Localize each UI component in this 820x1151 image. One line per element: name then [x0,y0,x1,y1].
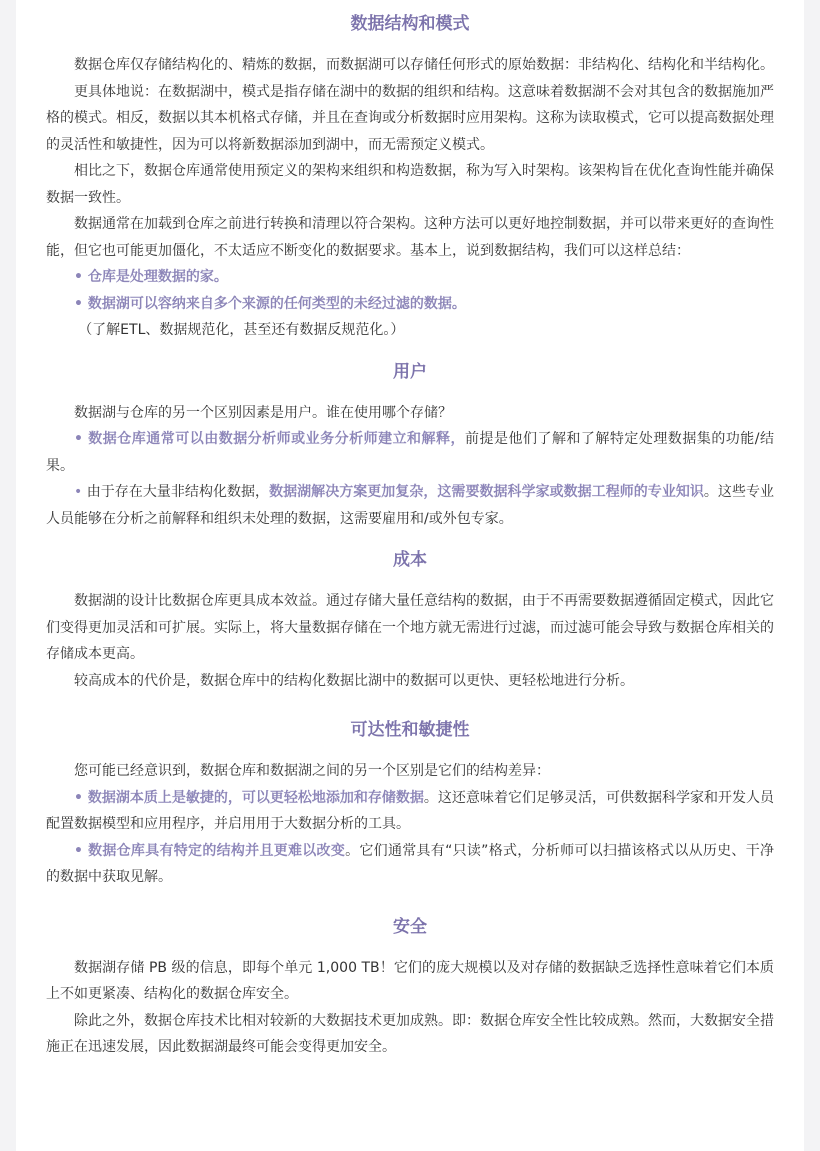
paragraph: 数据湖存储 PB 级的信息，即每个单元 1,000 TB！它们的庞大规模以及对存储的数据缺乏选择性意味着它们本质上不如更紧凑、结构化的数据仓库安全。 [46,959,774,1002]
paragraph: 数据仓库仅存储结构化的、精炼的数据，而数据湖可以存储任何形式的原始数据：非结构化、结构化和半结构化。 [74,57,774,73]
bullet-item: • 仓库是处理数据的家。 [74,269,228,285]
paragraph: 较高成本的代价是，数据仓库中的结构化数据比湖中的数据可以更快、更轻松地进行分析。 [74,672,634,689]
section-title-data-structure: 数据结构和模式 [350,14,470,34]
article [16,0,804,1151]
note: （了解ETL、数据规范化，甚至还有数据反规范化。） [78,322,405,338]
bullet-dot: • [74,484,83,500]
section-title-security: 安全 [393,916,427,937]
paragraph: 相比之下，数据仓库通常使用预定义的架构来组织和构造数据，称为写入时架构。该架构旨在优化查询性能并确保数据一致性。 [46,163,774,206]
bullet-text: 。它们通常具有“只读”格式，分析师可以扫描该格式以从历史、干净的数据中获取见解。 [46,842,774,885]
bullet-text: 前提是他们了解和了解特定处理数据集的功能/结果。 [46,431,774,474]
bullet-item [46,479,774,532]
paragraph: 更具体地说：在数据湖中，模式是指存储在湖中的数据的组织和结构。这意味着数据湖不会对其包含的数据施加严格的模式。相反，数据以其本机格式存储，并且在查询或分析数据时应用架构。这称为读取模式，它可以提高数据处理的灵活性和敏捷性，因为可以将新数据添加到湖中，而无需预定义模式。 [46,83,774,153]
highlight-text: • 数据仓库通常可以由数据分析师或业务分析师建立和解释， [74,431,466,447]
paragraph: 数据通常在加载到仓库之前进行转换和清理以符合架构。这种方法可以更好地控制数据，并可以带来更好的查询性能，但它也可能更加僵化，不太适应不断变化的数据要求。基本上，说到数据结构，我们可以这样总结： [46,216,774,259]
bullet-item [46,838,774,891]
bullet-item [46,426,774,479]
section-title-accessibility: 可达性和敏捷性 [350,720,470,740]
bullet-text: 。这还意味着它们足够灵活，可供数据科学家和开发人员配置数据模型和应用程序，并启用用于大数据分析的工具。 [46,789,775,832]
bullet-text: 。这些专业人员能够在分析之前解释和组织未处理的数据，这需要雇用和/或外包专家。 [46,484,775,527]
section-title-cost: 成本 [393,550,427,570]
paragraph: 数据湖的设计比数据仓库更具成本效益。通过存储大量任意结构的数据，由于不再需要数据遵循固定模式，因此它们变得更加灵活和可扩展。实际上，将大量数据存储在一个地方就无需进行过滤，而过滤可能会导致与数据仓库相关的存储成本更高。 [46,593,774,662]
bullet-text: 由于存在大量非结构化数据， [82,484,270,500]
highlight-text: • 数据仓库具有特定的结构并且更难以改变 [74,842,346,859]
paragraph: 数据湖与仓库的另一个区别因素是用户。谁在使用哪个存储？ [74,404,452,421]
highlight-text: 数据湖解决方案更加复杂，这需要数据科学家或数据工程师的专业知识 [269,484,704,500]
section-title-users: 用户 [393,361,427,382]
bullet-item [46,785,774,838]
bullet-item: • 数据湖可以容纳来自多个来源的任何类型的未经过滤的数据。 [74,295,466,312]
paragraph: 除此之外，数据仓库技术比相对较新的大数据技术更加成熟。即：数据仓库安全性比较成熟。然而，大数据安全措施正在迅速发展，因此数据湖最终可能会变得更加安全。 [46,1012,774,1055]
highlight-text: • 数据湖本质上是敏捷的，可以更轻松地添加和存储数据 [74,789,424,806]
paragraph: 您可能已经意识到，数据仓库和数据湖之间的另一个区别是它们的结构差异： [74,763,550,779]
